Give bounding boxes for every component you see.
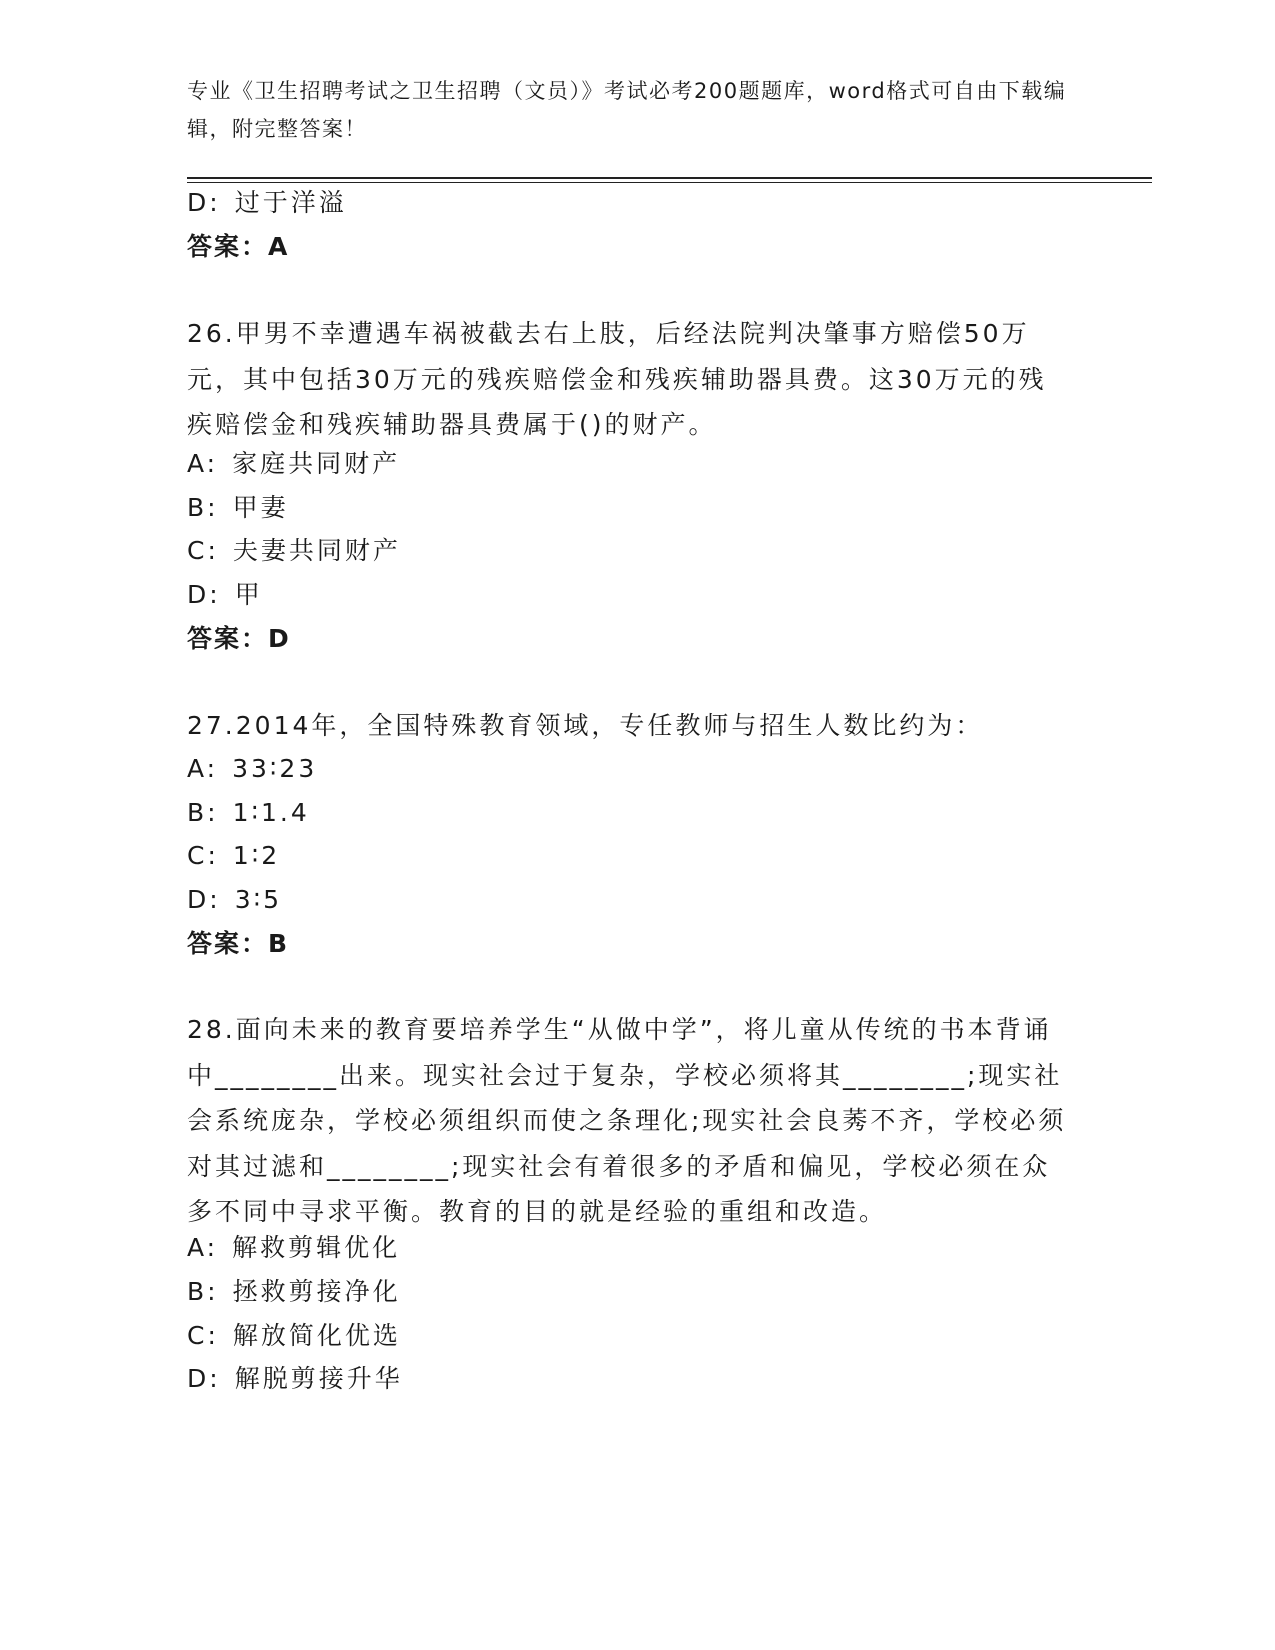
option-text: 甲	[234, 580, 263, 609]
prev-answer: 答案：A	[187, 232, 290, 261]
question-28-option-c	[187, 1313, 401, 1358]
option-text: 解放简化优选	[232, 1321, 401, 1350]
question-26-stem: 26.甲男不幸遭遇车祸被截去右上肢，后经法院判决肇事方赔偿50万元，其中包括30万元的残疾赔偿金和残疾辅助器具费。这30万元的残疾赔偿金和残疾辅助器具费属于()的财产。	[187, 319, 1047, 439]
option-key: C:	[187, 841, 219, 870]
question-26-option-d	[187, 572, 263, 617]
option-text: 1∶2	[232, 841, 281, 870]
question-26-option-b	[187, 485, 289, 530]
option-key: B:	[187, 798, 219, 827]
question-27-option-c	[187, 833, 280, 878]
option-text: 3∶5	[234, 885, 283, 914]
question-28-stem: 28.面向未来的教育要培养学生“从做中学”，将儿童从传统的书本背诵中________出来。现实社会过于复杂，学校必须将其________;现实社会系统庞杂，学校必须组织而使之条理化;现实社会良莠不齐，学校必须对其过滤和________;现实社会有着很多的矛盾和偏见，学校必须在众多不同中寻求平衡。教育的目的就是经验的重组和改造。	[187, 1015, 1067, 1226]
option-key: A:	[187, 449, 219, 478]
question-27-option-b	[187, 790, 310, 835]
option-text: 过于洋溢	[234, 188, 347, 217]
option-key: D:	[187, 1364, 221, 1393]
option-key: D:	[187, 188, 221, 217]
question-27-answer: 答案：B	[187, 929, 290, 958]
question-28-option-b	[187, 1269, 401, 1314]
option-key: D:	[187, 885, 221, 914]
option-text: 家庭共同财产	[232, 449, 401, 478]
option-text: 甲妻	[232, 493, 289, 522]
option-key: C:	[187, 536, 219, 565]
option-key: A:	[187, 754, 219, 783]
option-key: D:	[187, 580, 221, 609]
option-key: C:	[187, 1321, 219, 1350]
question-27-option-a	[187, 746, 317, 791]
question-27-stem: 27.2014年，全国特殊教育领域，专任教师与招生人数比约为：	[187, 711, 984, 740]
option-text: 解救剪辑优化	[232, 1233, 401, 1262]
question-27-option-d	[187, 877, 282, 922]
question-26-option-a	[187, 441, 400, 486]
option-text: 夫妻共同财产	[232, 536, 401, 565]
option-text: 1∶1.4	[232, 798, 310, 827]
option-text: 拯救剪接净化	[232, 1277, 401, 1306]
question-28-option-a	[187, 1225, 400, 1270]
question-26-option-c	[187, 528, 401, 573]
document-header: 专业《卫生招聘考试之卫生招聘（文员）》考试必考200题题库，word格式可自由下载编辑，附完整答案！	[187, 79, 1067, 141]
option-text: 33∶23	[232, 754, 318, 783]
option-text: 解脱剪接升华	[234, 1364, 403, 1393]
option-key: A:	[187, 1233, 219, 1262]
question-28-option-d	[187, 1356, 403, 1401]
option-key: B:	[187, 1277, 219, 1306]
question-26-answer: 答案：D	[187, 624, 291, 653]
prev-option-d	[187, 180, 347, 225]
option-key: B:	[187, 493, 219, 522]
